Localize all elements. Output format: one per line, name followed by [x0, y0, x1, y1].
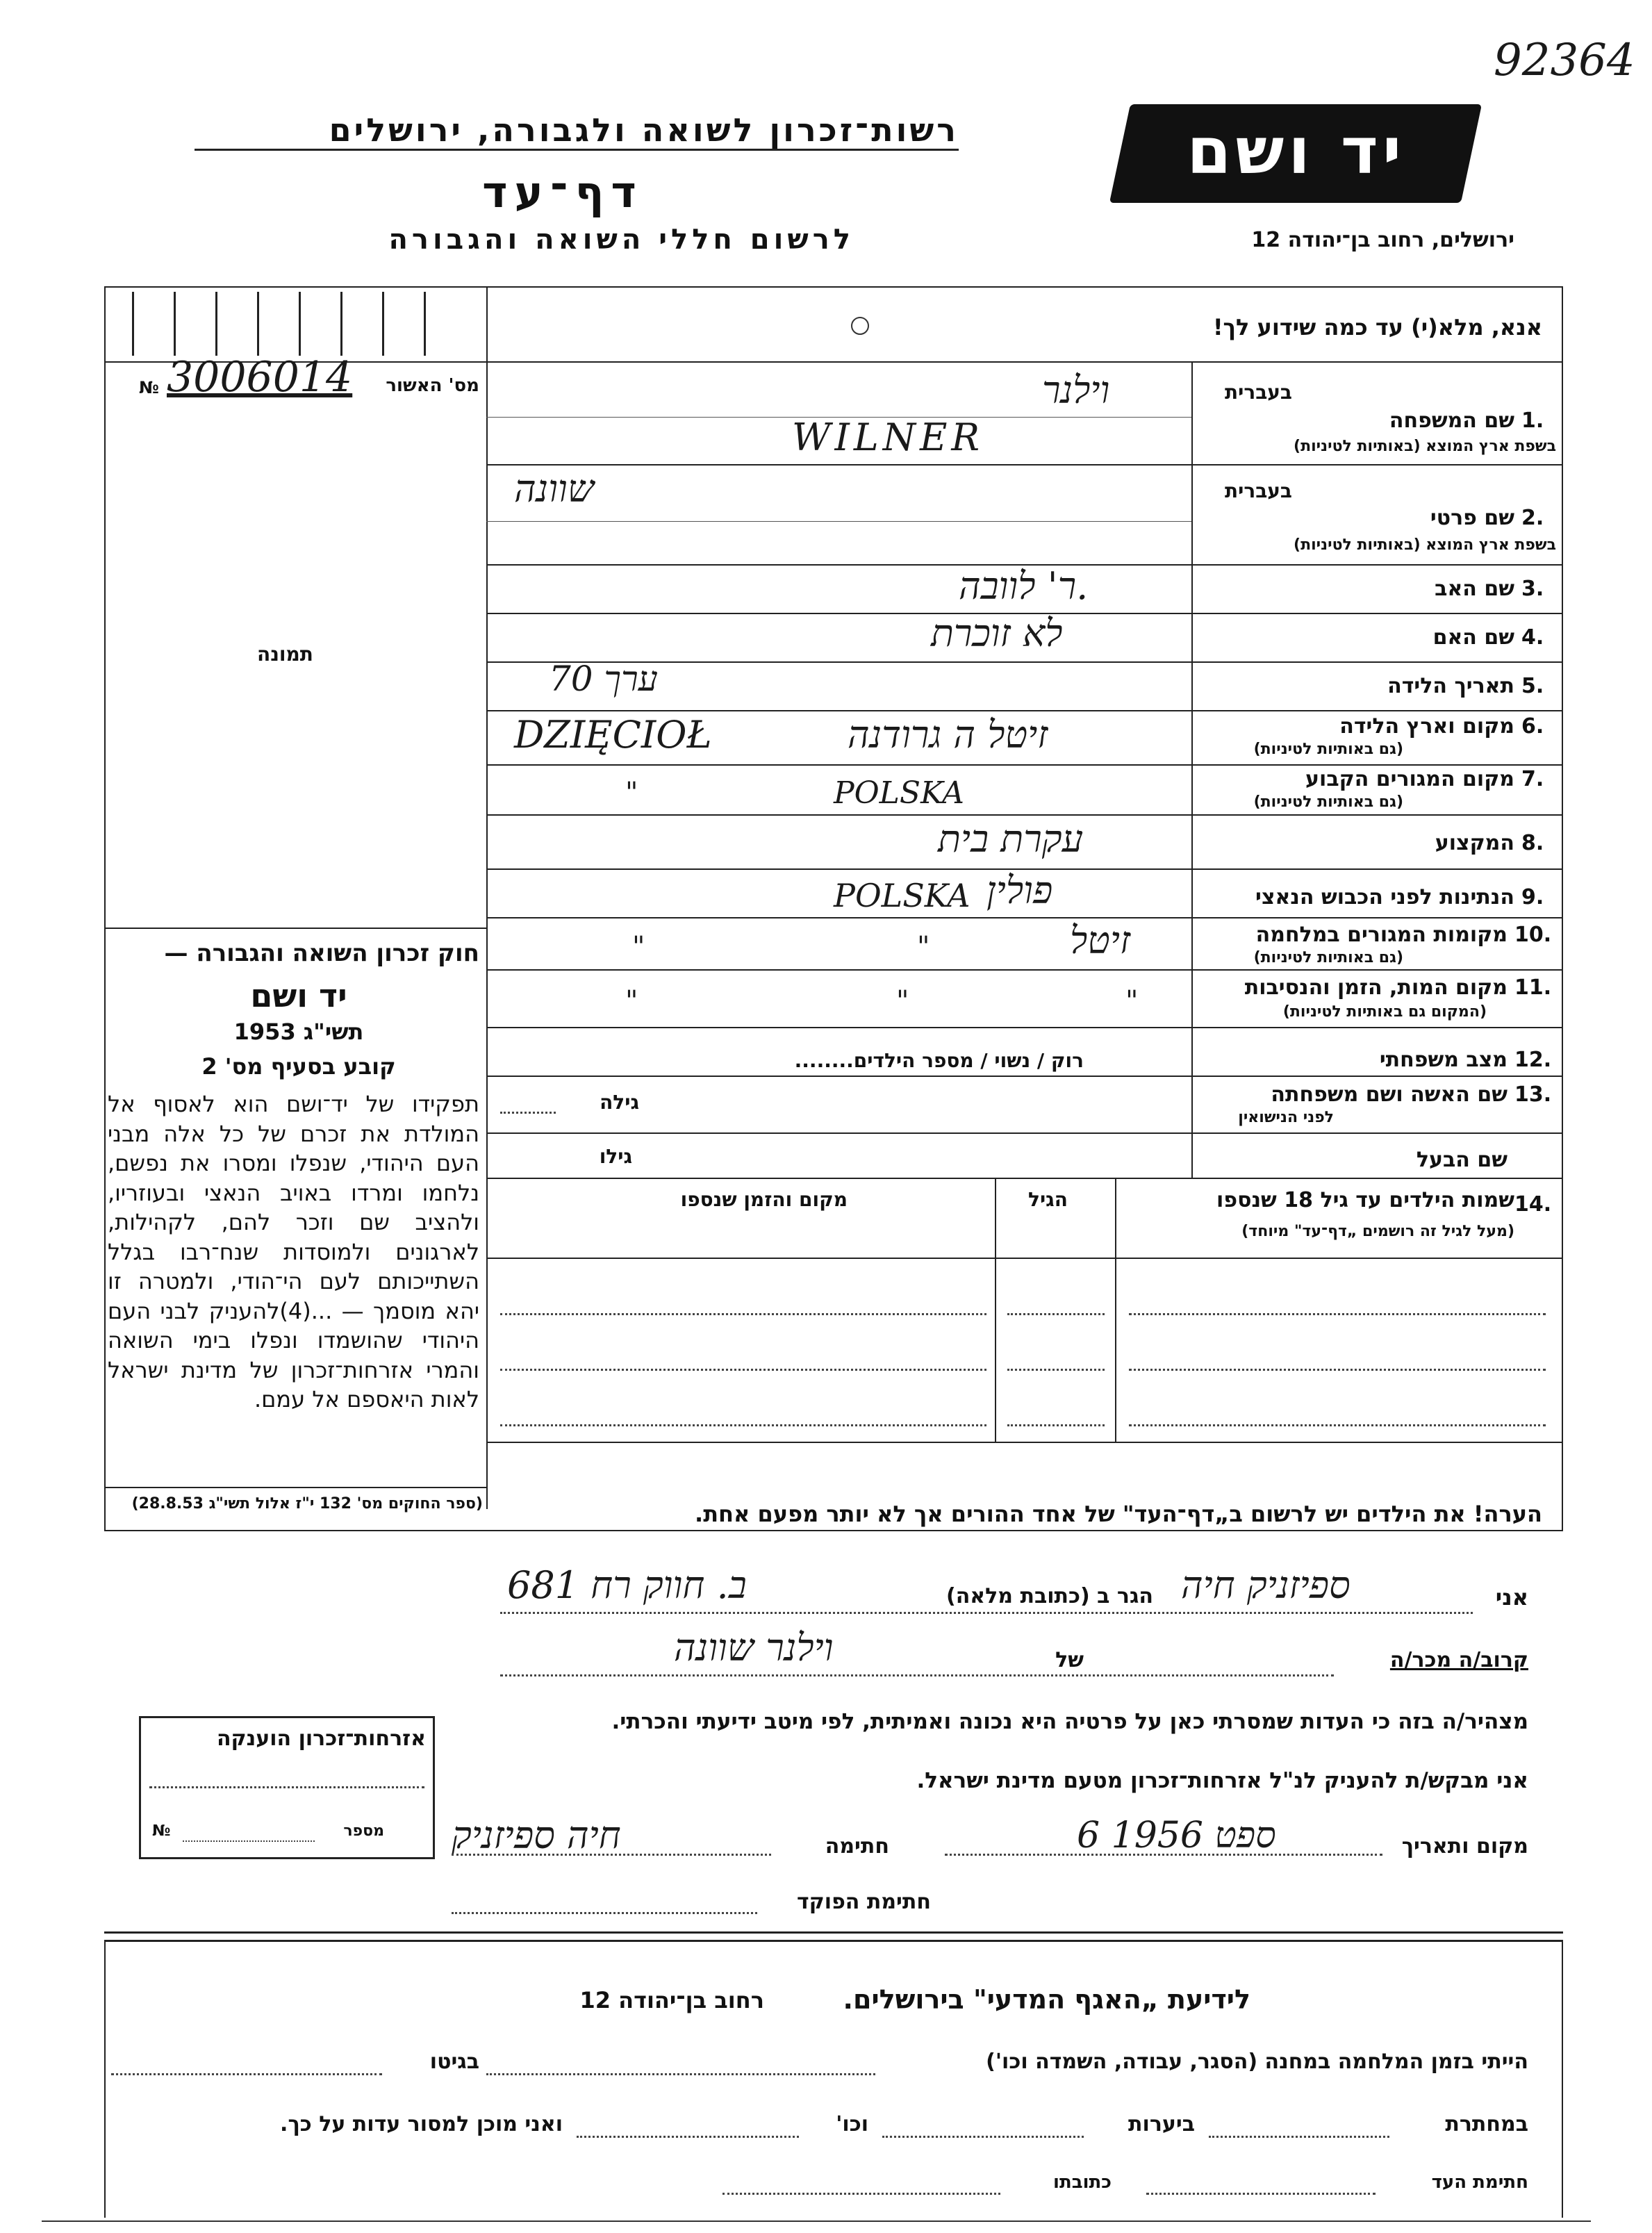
signature-value: חיה ספיזניק	[452, 1813, 621, 1857]
residence-address-label: הגר ב (כתובת מלאה)	[945, 1584, 1153, 1608]
field-13-num: 13.	[1514, 1082, 1552, 1107]
father-name-label: שם האב	[1435, 577, 1514, 601]
footer-ghetto-label: בגיטו	[429, 2050, 479, 2074]
footer-etc-label: וכו'	[836, 2112, 868, 2136]
in-hebrew-label-1: בעברית	[1224, 381, 1292, 404]
relative-of-name: וילנר שוונה	[674, 1626, 834, 1670]
field-3-num: 3.	[1521, 577, 1544, 601]
residence-ditto-mark: "	[625, 777, 638, 809]
surname-label: שם המשפחה	[1389, 409, 1514, 433]
field-11-num: 11.	[1514, 975, 1552, 1000]
wartime-residence-value: זיטל	[1070, 918, 1131, 962]
form-intro: אנא, מלא(י) עד כמה שידוע לך!	[1212, 314, 1542, 340]
declarant-address: ב. חווק רח 681	[507, 1563, 747, 1607]
form-title: דף־עד	[482, 167, 643, 217]
footer-witness-signature-label: חתימת העד	[1431, 2172, 1528, 2193]
footer-witness-address-label: כתובתו	[1053, 2172, 1112, 2193]
law-title: חוק זכרון השואה והגבורה —	[164, 939, 479, 967]
footer-forests-label: ביערות	[1128, 2112, 1195, 2136]
children-note: (מעל לגיל זה רושמים „דף־עד" מיוחד)	[1241, 1223, 1514, 1240]
in-hebrew-label-2: בעברית	[1224, 479, 1292, 502]
birth-place-label: מקום וארץ הלידה	[1339, 714, 1514, 739]
nationality-label: הנתינות לפני הכבוש הנאצי	[1255, 885, 1514, 909]
circle-mark-icon	[851, 317, 869, 335]
footer-testimony-label: ואני מוכן למסור עדות על כך.	[280, 2112, 563, 2136]
approval-number: 3006014	[167, 353, 353, 402]
marital-status-label: מצב משפחתי	[1379, 1048, 1508, 1072]
stamp-box-title: אזרחות־זכרון הוענקה	[216, 1727, 426, 1751]
request-text: אני מבקש/ת להעניק לנ"ל אזרחות־זכרון מטעם מדינת ישראל.	[916, 1768, 1528, 1793]
firstname-latin-note: בשפת ארץ המוצא (באותיות לטיניות)	[1294, 536, 1556, 554]
relative-label: קרוב/ה מכר/ה	[1389, 1648, 1528, 1672]
officer-signature-label: חתימת הפוקד	[797, 1890, 931, 1914]
surname-hebrew-value: וילנר	[1042, 368, 1110, 412]
death-ditto-mark-a: "	[1125, 985, 1139, 1017]
mother-name-label: שם האם	[1432, 625, 1514, 650]
residence-label: מקום המגורים הקבוע	[1305, 767, 1514, 791]
wartime-residence-label: מקומות המגורים במלחמה	[1255, 923, 1508, 947]
birth-place-latin-value: DZIĘCIOŁ	[514, 713, 712, 757]
wartime-ditto-mark-a: "	[917, 931, 930, 963]
husband-age-label: גילו	[599, 1145, 632, 1168]
field-6-num: 6.	[1521, 714, 1544, 739]
place-date-value: 6 ספט 1956	[1077, 1815, 1276, 1856]
firstname-value: שוונה	[514, 467, 595, 511]
field-4-num: 4.	[1521, 625, 1544, 650]
statement-text: מצהיר/ה בזה כי העדות שמסרתי כאן על פרטיה היא נכונה ואמיתית, לפי מיטב ידיעתי והכרתי.	[611, 1709, 1528, 1734]
declarant-name: ספיזניק חיה	[1181, 1563, 1350, 1607]
yad-vashem-logo: יד ושם	[1109, 104, 1482, 203]
law-clause: קובע בסעיף מס' 2	[201, 1053, 396, 1080]
footer-title: לידיעת „האגף המדעי" בירושלים.	[843, 1984, 1250, 2015]
footer-underground-label: במחתרת	[1445, 2112, 1528, 2136]
declaration-prefix: אני	[1495, 1584, 1528, 1610]
footer-address: רחוב בן־יהודה 12	[579, 1987, 764, 2013]
field-5-num: 5.	[1521, 674, 1544, 698]
field-2-num: 2.	[1521, 506, 1544, 530]
footer-camp-label: הייתי בזמן המלחמה במחנה (הסגר, עבודה, השמדה וכו')	[986, 2050, 1528, 2074]
birth-date-label: תאריך הלידה	[1387, 674, 1514, 698]
death-place-note: (המקום גם באותיות לטיניות)	[1282, 1003, 1487, 1021]
header-address: ירושלים, רחוב בן־יהודה 12	[1251, 228, 1514, 252]
nationality-latin-value: POLSKA	[834, 877, 970, 914]
children-label: שמות הילדים עד גיל 18 שנספו	[1216, 1188, 1514, 1212]
law-name: יד ושם	[250, 977, 347, 1014]
father-name-value: ר' לוובה.	[959, 564, 1089, 608]
birth-place-note: (גם באותיות לטיניות)	[1253, 741, 1403, 758]
surname-latin-value: WILNER	[792, 415, 984, 459]
form-subtitle: לרשום חללי השואה והגבורה	[388, 224, 854, 256]
field-9-num: 9.	[1521, 885, 1544, 909]
children-age-header: הגיל	[1028, 1188, 1068, 1211]
residence-note: (גם באותיות לטיניות)	[1253, 793, 1403, 811]
mother-name-value: לא זוכרת	[931, 611, 1063, 655]
marital-status-options: רוק / נשוי / מספר הילדים........	[794, 1049, 1084, 1072]
death-ditto-mark-b: "	[896, 985, 909, 1017]
stamp-box-no-prefix: №	[152, 1822, 171, 1840]
death-ditto-mark-c: "	[625, 985, 638, 1017]
photo-label: תמונה	[257, 643, 313, 666]
wartime-ditto-mark-b: "	[632, 931, 645, 963]
approval-label: מס' האשור	[386, 375, 479, 396]
profession-value: עקרת בית	[938, 817, 1084, 861]
wartime-residence-note: (גם באותיות לטיניות)	[1253, 949, 1403, 966]
citizenship-stamp-box	[139, 1716, 435, 1859]
field-7-num: 7.	[1521, 767, 1544, 791]
field-8-num: 8.	[1521, 831, 1544, 855]
signature-label: חתימה	[825, 1834, 889, 1859]
husband-name-label: שם הבעל	[1416, 1148, 1508, 1172]
birth-date-value: ערך 70	[549, 659, 658, 699]
wife-name-note: לפני הנישואין	[1238, 1109, 1334, 1126]
stamp-box-number-label: מספר	[343, 1822, 384, 1840]
wife-name-label: שם האשה ושם משפחתה	[1271, 1082, 1508, 1107]
approval-no-prefix: №	[139, 378, 159, 397]
of-label: של	[1055, 1648, 1084, 1672]
surname-latin-note: בשפת ארץ המוצא (באותיות לטיניות)	[1294, 438, 1556, 455]
law-year: תשי"ג 1953	[233, 1019, 364, 1045]
residence-latin-value: POLSKA	[834, 775, 964, 811]
profession-label: המקצוע	[1435, 831, 1514, 855]
law-source: (ספר החוקים מס' 132 י"ז אלול תשי"ג 28.8.53)	[131, 1495, 483, 1513]
death-place-label: מקום המות, הזמן והנסיבות	[1244, 975, 1508, 1000]
firstname-label: שם פרטי	[1430, 506, 1514, 530]
remark-text: הערה! את הילדים יש לרשום ב„דף־העד" של אחד ההורים אך לא יותר מפעם אחת.	[695, 1501, 1542, 1527]
authority-title: רשות־זכרון לשואה ולגבורה, ירושלים	[195, 111, 959, 151]
wife-age-label: גילה	[600, 1091, 639, 1114]
archive-number: 92364	[1494, 35, 1635, 86]
field-1-num: 1.	[1521, 409, 1544, 433]
field-10-num: 10.	[1514, 923, 1552, 947]
birth-place-value: זיטל ה גרודנה	[848, 713, 1048, 757]
law-text: תפקידו של יד־ושם הוא לאסוף אל המולדת את זכרם של כל אלה מבני העם היהודי, שנפלו ומסרו את נפשם, נלחמו ומרדו באויב הנאצי ובעוזריו, ולהציב שם וזכר להם, לקהילות, לארגונים ולמוסדות שנח־רבו בגלל השתייכותם לעם הי־הודי, ולמטרה זו יהא מוסמך — ...(4)להעניק לבני העם היהודי שהושמדו ונפלו בימי השואה והמרי אזרחות־זכרון של מדינת ישראל לאות היאספם אל עמם.	[108, 1091, 480, 1412]
children-place-header: מקום והזמן שנספו	[680, 1188, 848, 1211]
field-14-num: 14.	[1514, 1192, 1552, 1217]
field-12-num: 12.	[1514, 1048, 1552, 1072]
place-date-label: מקום ותאריך	[1401, 1834, 1528, 1859]
nationality-value: פולין	[986, 868, 1053, 912]
